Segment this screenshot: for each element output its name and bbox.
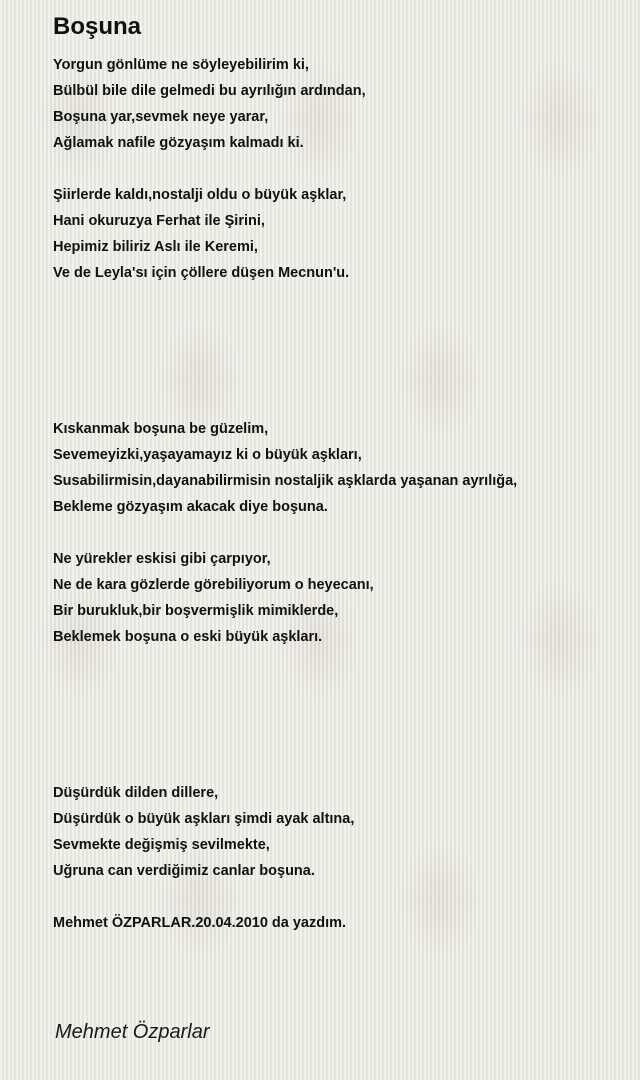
poem-line: Ve de Leyla'sı için çöllere düşen Mecnun'u. (53, 265, 350, 281)
poem-line: Kıskanmak boşuna be güzelim, (53, 421, 269, 437)
poem-line: Susabilirmisin,dayanabilirmisin nostaljik aşklarda yaşanan ayrılığa, (53, 473, 518, 489)
poem-title: Boşuna (53, 13, 142, 40)
poem-line: Sevmekte değişmiş sevilmekte, (53, 837, 270, 853)
stanza-5 (53, 780, 633, 884)
stanza-spacer (53, 520, 633, 546)
poem-line: Beklemek boşuna o eski büyük aşkları. (53, 629, 323, 645)
poem-line: Yorgun gönlüme ne söyleyebilirim ki, (53, 57, 309, 73)
poem-line: Sevemeyizki,yaşayamayız ki o büyük aşkları, (53, 447, 362, 463)
poem-line: Ağlamak nafile gözyaşım kalmadı ki. (53, 135, 304, 151)
stanza-2 (53, 182, 633, 286)
poem-line: Ne yürekler eskisi gibi çarpıyor, (53, 551, 271, 567)
poem-line: Bülbül bile dile gelmedi bu ayrılığın ardından, (53, 83, 366, 99)
poem-line: Ne de kara gözlerde görebiliyorum o heyecanı, (53, 577, 374, 593)
stanza-1 (53, 52, 633, 156)
poem-line: Hepimiz biliriz Aslı ile Keremi, (53, 239, 258, 255)
poem-line: Düşürdük dilden dillere, (53, 785, 219, 801)
poem-line: Düşürdük o büyük aşkları şimdi ayak altına, (53, 811, 355, 827)
poem-line: Şiirlerde kaldı,nostalji oldu o büyük aşklar, (53, 187, 347, 203)
poem-line: Hani okuruzya Ferhat ile Şirini, (53, 213, 265, 229)
signature-line: Mehmet ÖZPARLAR.20.04.2010 da yazdım. (53, 915, 347, 931)
poem-line: Uğruna can verdiğimiz canlar boşuna. (53, 863, 315, 879)
stanza-4 (53, 546, 633, 650)
stanza-spacer (53, 156, 633, 182)
stanza-spacer (53, 650, 633, 780)
poem-line: Bekleme gözyaşım akacak diye boşuna. (53, 499, 328, 515)
author-name: Mehmet Özparlar (55, 1021, 210, 1043)
poem-line: Bir burukluk,bir boşvermişlik mimiklerde, (53, 603, 339, 619)
poem-line: Boşuna yar,sevmek neye yarar, (53, 109, 269, 125)
stanza-3 (53, 416, 633, 520)
poem-body (53, 52, 633, 936)
stanza-spacer (53, 286, 633, 416)
stanza-spacer (53, 884, 633, 910)
